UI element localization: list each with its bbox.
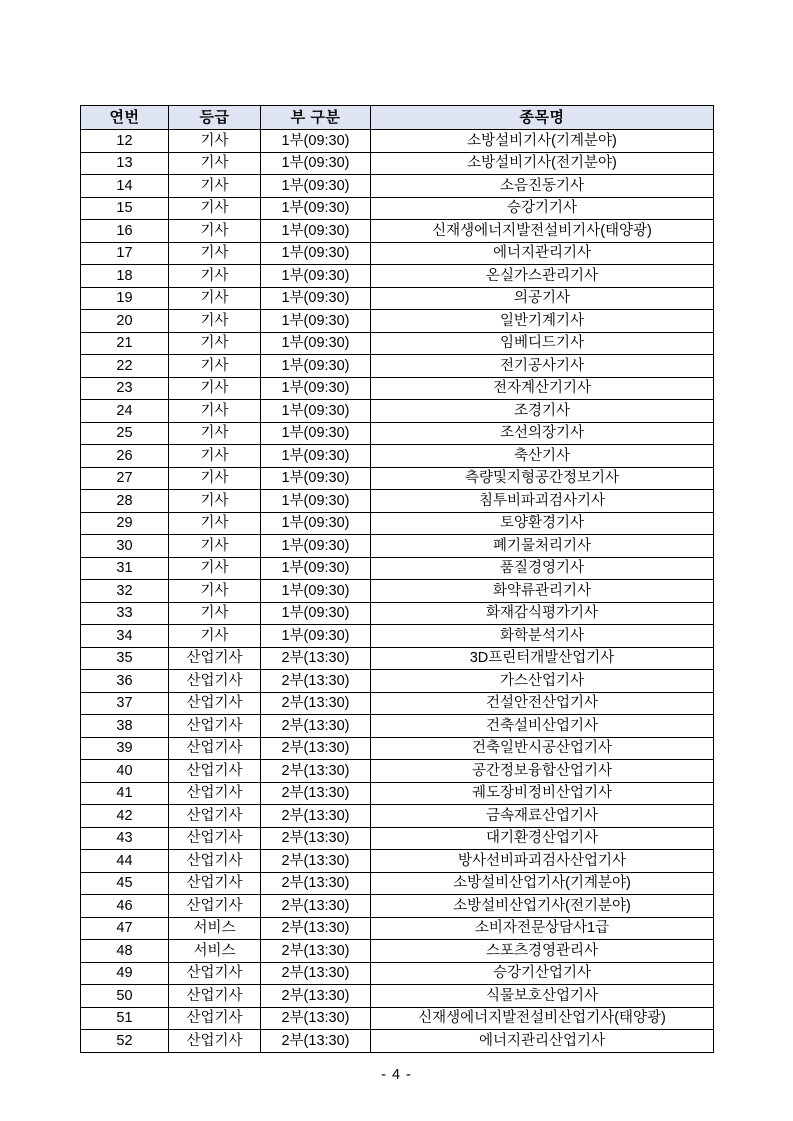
cell-subject: 소음진동기사 bbox=[371, 175, 714, 198]
cell-grade: 기사 bbox=[169, 130, 261, 153]
cell-session: 1부(09:30) bbox=[261, 535, 371, 558]
cell-grade: 산업기사 bbox=[169, 872, 261, 895]
cell-subject: 신재생에너지발전설비기사(태양광) bbox=[371, 220, 714, 243]
cell-session: 2부(13:30) bbox=[261, 940, 371, 963]
cell-session: 1부(09:30) bbox=[261, 512, 371, 535]
cell-subject: 승강기기사 bbox=[371, 197, 714, 220]
cell-subject: 금속재료산업기사 bbox=[371, 805, 714, 828]
cell-grade: 기사 bbox=[169, 580, 261, 603]
cell-serial: 50 bbox=[81, 985, 169, 1008]
cell-grade: 기사 bbox=[169, 265, 261, 288]
cell-subject: 임베디드기사 bbox=[371, 332, 714, 355]
table-row bbox=[81, 197, 714, 220]
cell-session: 2부(13:30) bbox=[261, 917, 371, 940]
cell-serial: 37 bbox=[81, 692, 169, 715]
table-row bbox=[81, 400, 714, 423]
table-row bbox=[81, 692, 714, 715]
cell-subject: 소방설비기사(기계분야) bbox=[371, 130, 714, 153]
cell-grade: 기사 bbox=[169, 557, 261, 580]
cell-grade: 기사 bbox=[169, 175, 261, 198]
cell-serial: 28 bbox=[81, 490, 169, 513]
cell-grade: 산업기사 bbox=[169, 985, 261, 1008]
cell-session: 1부(09:30) bbox=[261, 265, 371, 288]
cell-subject: 3D프린터개발산업기사 bbox=[371, 647, 714, 670]
cell-serial: 51 bbox=[81, 1007, 169, 1030]
table-row bbox=[81, 940, 714, 963]
cell-serial: 26 bbox=[81, 445, 169, 468]
cell-subject: 방사선비파괴검사산업기사 bbox=[371, 850, 714, 873]
cell-subject: 에너지관리기사 bbox=[371, 242, 714, 265]
table-row bbox=[81, 310, 714, 333]
cell-session: 2부(13:30) bbox=[261, 692, 371, 715]
cell-grade: 기사 bbox=[169, 287, 261, 310]
table-row bbox=[81, 332, 714, 355]
cell-session: 1부(09:30) bbox=[261, 220, 371, 243]
cell-grade: 기사 bbox=[169, 422, 261, 445]
cell-session: 1부(09:30) bbox=[261, 152, 371, 175]
cell-session: 1부(09:30) bbox=[261, 490, 371, 513]
cell-session: 1부(09:30) bbox=[261, 287, 371, 310]
table-row bbox=[81, 1007, 714, 1030]
cell-serial: 21 bbox=[81, 332, 169, 355]
cell-subject: 소비자전문상담사1급 bbox=[371, 917, 714, 940]
cell-serial: 39 bbox=[81, 737, 169, 760]
table-row bbox=[81, 985, 714, 1008]
cell-subject: 의공기사 bbox=[371, 287, 714, 310]
cell-grade: 산업기사 bbox=[169, 670, 261, 693]
cell-subject: 조경기사 bbox=[371, 400, 714, 423]
cell-session: 2부(13:30) bbox=[261, 850, 371, 873]
column-header-subject: 종목명 bbox=[371, 106, 714, 130]
table-row bbox=[81, 1030, 714, 1053]
cell-session: 1부(09:30) bbox=[261, 197, 371, 220]
table-body bbox=[81, 130, 714, 1053]
column-header-session: 부 구분 bbox=[261, 106, 371, 130]
cell-grade: 기사 bbox=[169, 512, 261, 535]
cell-subject: 가스산업기사 bbox=[371, 670, 714, 693]
cell-session: 1부(09:30) bbox=[261, 130, 371, 153]
cell-subject: 식물보호산업기사 bbox=[371, 985, 714, 1008]
cell-grade: 기사 bbox=[169, 310, 261, 333]
table-row bbox=[81, 242, 714, 265]
table-row bbox=[81, 782, 714, 805]
cell-session: 1부(09:30) bbox=[261, 580, 371, 603]
table-row bbox=[81, 917, 714, 940]
cell-serial: 13 bbox=[81, 152, 169, 175]
cell-session: 1부(09:30) bbox=[261, 175, 371, 198]
cell-grade: 산업기사 bbox=[169, 1007, 261, 1030]
table-row bbox=[81, 850, 714, 873]
cell-session: 1부(09:30) bbox=[261, 445, 371, 468]
cell-subject: 소방설비기사(전기분야) bbox=[371, 152, 714, 175]
cell-session: 2부(13:30) bbox=[261, 962, 371, 985]
table-row bbox=[81, 377, 714, 400]
cell-subject: 스포츠경영관리사 bbox=[371, 940, 714, 963]
cell-serial: 47 bbox=[81, 917, 169, 940]
cell-subject: 에너지관리산업기사 bbox=[371, 1030, 714, 1053]
table-row bbox=[81, 670, 714, 693]
cell-serial: 32 bbox=[81, 580, 169, 603]
cell-subject: 궤도장비정비산업기사 bbox=[371, 782, 714, 805]
cell-grade: 서비스 bbox=[169, 917, 261, 940]
cell-grade: 기사 bbox=[169, 602, 261, 625]
table-row bbox=[81, 962, 714, 985]
cell-serial: 14 bbox=[81, 175, 169, 198]
cell-subject: 소방설비산업기사(전기분야) bbox=[371, 895, 714, 918]
cell-grade: 기사 bbox=[169, 377, 261, 400]
table-row bbox=[81, 265, 714, 288]
cell-grade: 서비스 bbox=[169, 940, 261, 963]
table-row bbox=[81, 625, 714, 648]
cell-subject: 대기환경산업기사 bbox=[371, 827, 714, 850]
cell-subject: 조선의장기사 bbox=[371, 422, 714, 445]
cell-serial: 17 bbox=[81, 242, 169, 265]
cell-serial: 52 bbox=[81, 1030, 169, 1053]
cell-session: 2부(13:30) bbox=[261, 782, 371, 805]
table-row bbox=[81, 152, 714, 175]
table-row bbox=[81, 737, 714, 760]
cell-serial: 36 bbox=[81, 670, 169, 693]
cell-subject: 화재감식평가기사 bbox=[371, 602, 714, 625]
table-header-row bbox=[81, 106, 714, 130]
table-header bbox=[81, 106, 714, 130]
cell-session: 2부(13:30) bbox=[261, 737, 371, 760]
cell-subject: 측량및지형공간정보기사 bbox=[371, 467, 714, 490]
cell-grade: 기사 bbox=[169, 490, 261, 513]
cell-serial: 22 bbox=[81, 355, 169, 378]
cell-serial: 43 bbox=[81, 827, 169, 850]
cell-subject: 품질경영기사 bbox=[371, 557, 714, 580]
table-row bbox=[81, 220, 714, 243]
table-row bbox=[81, 895, 714, 918]
table-row bbox=[81, 355, 714, 378]
cell-session: 2부(13:30) bbox=[261, 805, 371, 828]
table-row bbox=[81, 872, 714, 895]
table-row bbox=[81, 445, 714, 468]
cell-subject: 토양환경기사 bbox=[371, 512, 714, 535]
cell-grade: 기사 bbox=[169, 400, 261, 423]
cell-serial: 16 bbox=[81, 220, 169, 243]
cell-session: 1부(09:30) bbox=[261, 310, 371, 333]
cell-serial: 23 bbox=[81, 377, 169, 400]
cell-serial: 33 bbox=[81, 602, 169, 625]
table-row bbox=[81, 647, 714, 670]
cell-serial: 30 bbox=[81, 535, 169, 558]
cell-subject: 화학분석기사 bbox=[371, 625, 714, 648]
cell-session: 1부(09:30) bbox=[261, 625, 371, 648]
cell-session: 2부(13:30) bbox=[261, 715, 371, 738]
cell-serial: 24 bbox=[81, 400, 169, 423]
cell-subject: 건설안전산업기사 bbox=[371, 692, 714, 715]
table-row bbox=[81, 512, 714, 535]
cell-serial: 49 bbox=[81, 962, 169, 985]
cell-session: 2부(13:30) bbox=[261, 647, 371, 670]
cell-grade: 기사 bbox=[169, 152, 261, 175]
cell-grade: 기사 bbox=[169, 445, 261, 468]
cell-serial: 25 bbox=[81, 422, 169, 445]
cell-session: 1부(09:30) bbox=[261, 422, 371, 445]
cell-grade: 기사 bbox=[169, 332, 261, 355]
cell-session: 1부(09:30) bbox=[261, 557, 371, 580]
column-header-grade: 등급 bbox=[169, 106, 261, 130]
cell-serial: 48 bbox=[81, 940, 169, 963]
table-row bbox=[81, 287, 714, 310]
cell-session: 1부(09:30) bbox=[261, 467, 371, 490]
table-row bbox=[81, 715, 714, 738]
cell-serial: 18 bbox=[81, 265, 169, 288]
table-row bbox=[81, 535, 714, 558]
table-row bbox=[81, 827, 714, 850]
cell-serial: 35 bbox=[81, 647, 169, 670]
cell-serial: 44 bbox=[81, 850, 169, 873]
cell-serial: 31 bbox=[81, 557, 169, 580]
cell-session: 2부(13:30) bbox=[261, 1007, 371, 1030]
cell-serial: 41 bbox=[81, 782, 169, 805]
column-header-serial: 연번 bbox=[81, 106, 169, 130]
cell-subject: 온실가스관리기사 bbox=[371, 265, 714, 288]
cell-subject: 승강기산업기사 bbox=[371, 962, 714, 985]
cell-serial: 40 bbox=[81, 760, 169, 783]
certification-schedule-table bbox=[80, 105, 714, 1053]
cell-session: 1부(09:30) bbox=[261, 377, 371, 400]
cell-serial: 19 bbox=[81, 287, 169, 310]
cell-grade: 기사 bbox=[169, 197, 261, 220]
cell-grade: 산업기사 bbox=[169, 737, 261, 760]
cell-grade: 기사 bbox=[169, 242, 261, 265]
cell-grade: 산업기사 bbox=[169, 782, 261, 805]
table-row bbox=[81, 422, 714, 445]
cell-grade: 기사 bbox=[169, 220, 261, 243]
cell-grade: 기사 bbox=[169, 355, 261, 378]
table-row bbox=[81, 602, 714, 625]
table-row bbox=[81, 467, 714, 490]
cell-serial: 38 bbox=[81, 715, 169, 738]
cell-serial: 15 bbox=[81, 197, 169, 220]
cell-session: 2부(13:30) bbox=[261, 1030, 371, 1053]
table-row bbox=[81, 130, 714, 153]
cell-grade: 산업기사 bbox=[169, 692, 261, 715]
cell-grade: 산업기사 bbox=[169, 715, 261, 738]
cell-serial: 27 bbox=[81, 467, 169, 490]
cell-subject: 침투비파괴검사기사 bbox=[371, 490, 714, 513]
table-row bbox=[81, 805, 714, 828]
cell-session: 2부(13:30) bbox=[261, 872, 371, 895]
cell-session: 2부(13:30) bbox=[261, 827, 371, 850]
cell-session: 2부(13:30) bbox=[261, 895, 371, 918]
cell-serial: 45 bbox=[81, 872, 169, 895]
cell-serial: 29 bbox=[81, 512, 169, 535]
cell-subject: 일반기계기사 bbox=[371, 310, 714, 333]
cell-session: 1부(09:30) bbox=[261, 332, 371, 355]
cell-grade: 산업기사 bbox=[169, 1030, 261, 1053]
cell-serial: 42 bbox=[81, 805, 169, 828]
cell-serial: 12 bbox=[81, 130, 169, 153]
cell-subject: 전자계산기기사 bbox=[371, 377, 714, 400]
cell-session: 2부(13:30) bbox=[261, 760, 371, 783]
cell-grade: 산업기사 bbox=[169, 760, 261, 783]
table-row bbox=[81, 580, 714, 603]
cell-serial: 20 bbox=[81, 310, 169, 333]
cell-subject: 폐기물처리기사 bbox=[371, 535, 714, 558]
table-row bbox=[81, 557, 714, 580]
table-row bbox=[81, 175, 714, 198]
cell-subject: 축산기사 bbox=[371, 445, 714, 468]
cell-subject: 소방설비산업기사(기계분야) bbox=[371, 872, 714, 895]
cell-grade: 산업기사 bbox=[169, 805, 261, 828]
cell-session: 1부(09:30) bbox=[261, 242, 371, 265]
cell-serial: 34 bbox=[81, 625, 169, 648]
table-row bbox=[81, 760, 714, 783]
cell-subject: 공간정보융합산업기사 bbox=[371, 760, 714, 783]
cell-grade: 산업기사 bbox=[169, 850, 261, 873]
cell-grade: 산업기사 bbox=[169, 962, 261, 985]
cell-subject: 건축설비산업기사 bbox=[371, 715, 714, 738]
cell-subject: 화약류관리기사 bbox=[371, 580, 714, 603]
cell-session: 2부(13:30) bbox=[261, 985, 371, 1008]
cell-session: 1부(09:30) bbox=[261, 355, 371, 378]
cell-serial: 46 bbox=[81, 895, 169, 918]
cell-session: 1부(09:30) bbox=[261, 400, 371, 423]
cell-grade: 산업기사 bbox=[169, 647, 261, 670]
cell-subject: 건축일반시공산업기사 bbox=[371, 737, 714, 760]
cell-grade: 기사 bbox=[169, 535, 261, 558]
cell-grade: 산업기사 bbox=[169, 827, 261, 850]
cell-session: 1부(09:30) bbox=[261, 602, 371, 625]
cell-grade: 기사 bbox=[169, 625, 261, 648]
cell-session: 2부(13:30) bbox=[261, 670, 371, 693]
table-row bbox=[81, 490, 714, 513]
cell-subject: 신재생에너지발전설비산업기사(태양광) bbox=[371, 1007, 714, 1030]
cell-grade: 산업기사 bbox=[169, 895, 261, 918]
cell-subject: 전기공사기사 bbox=[371, 355, 714, 378]
cell-grade: 기사 bbox=[169, 467, 261, 490]
page-number: - 4 - bbox=[381, 1067, 412, 1083]
